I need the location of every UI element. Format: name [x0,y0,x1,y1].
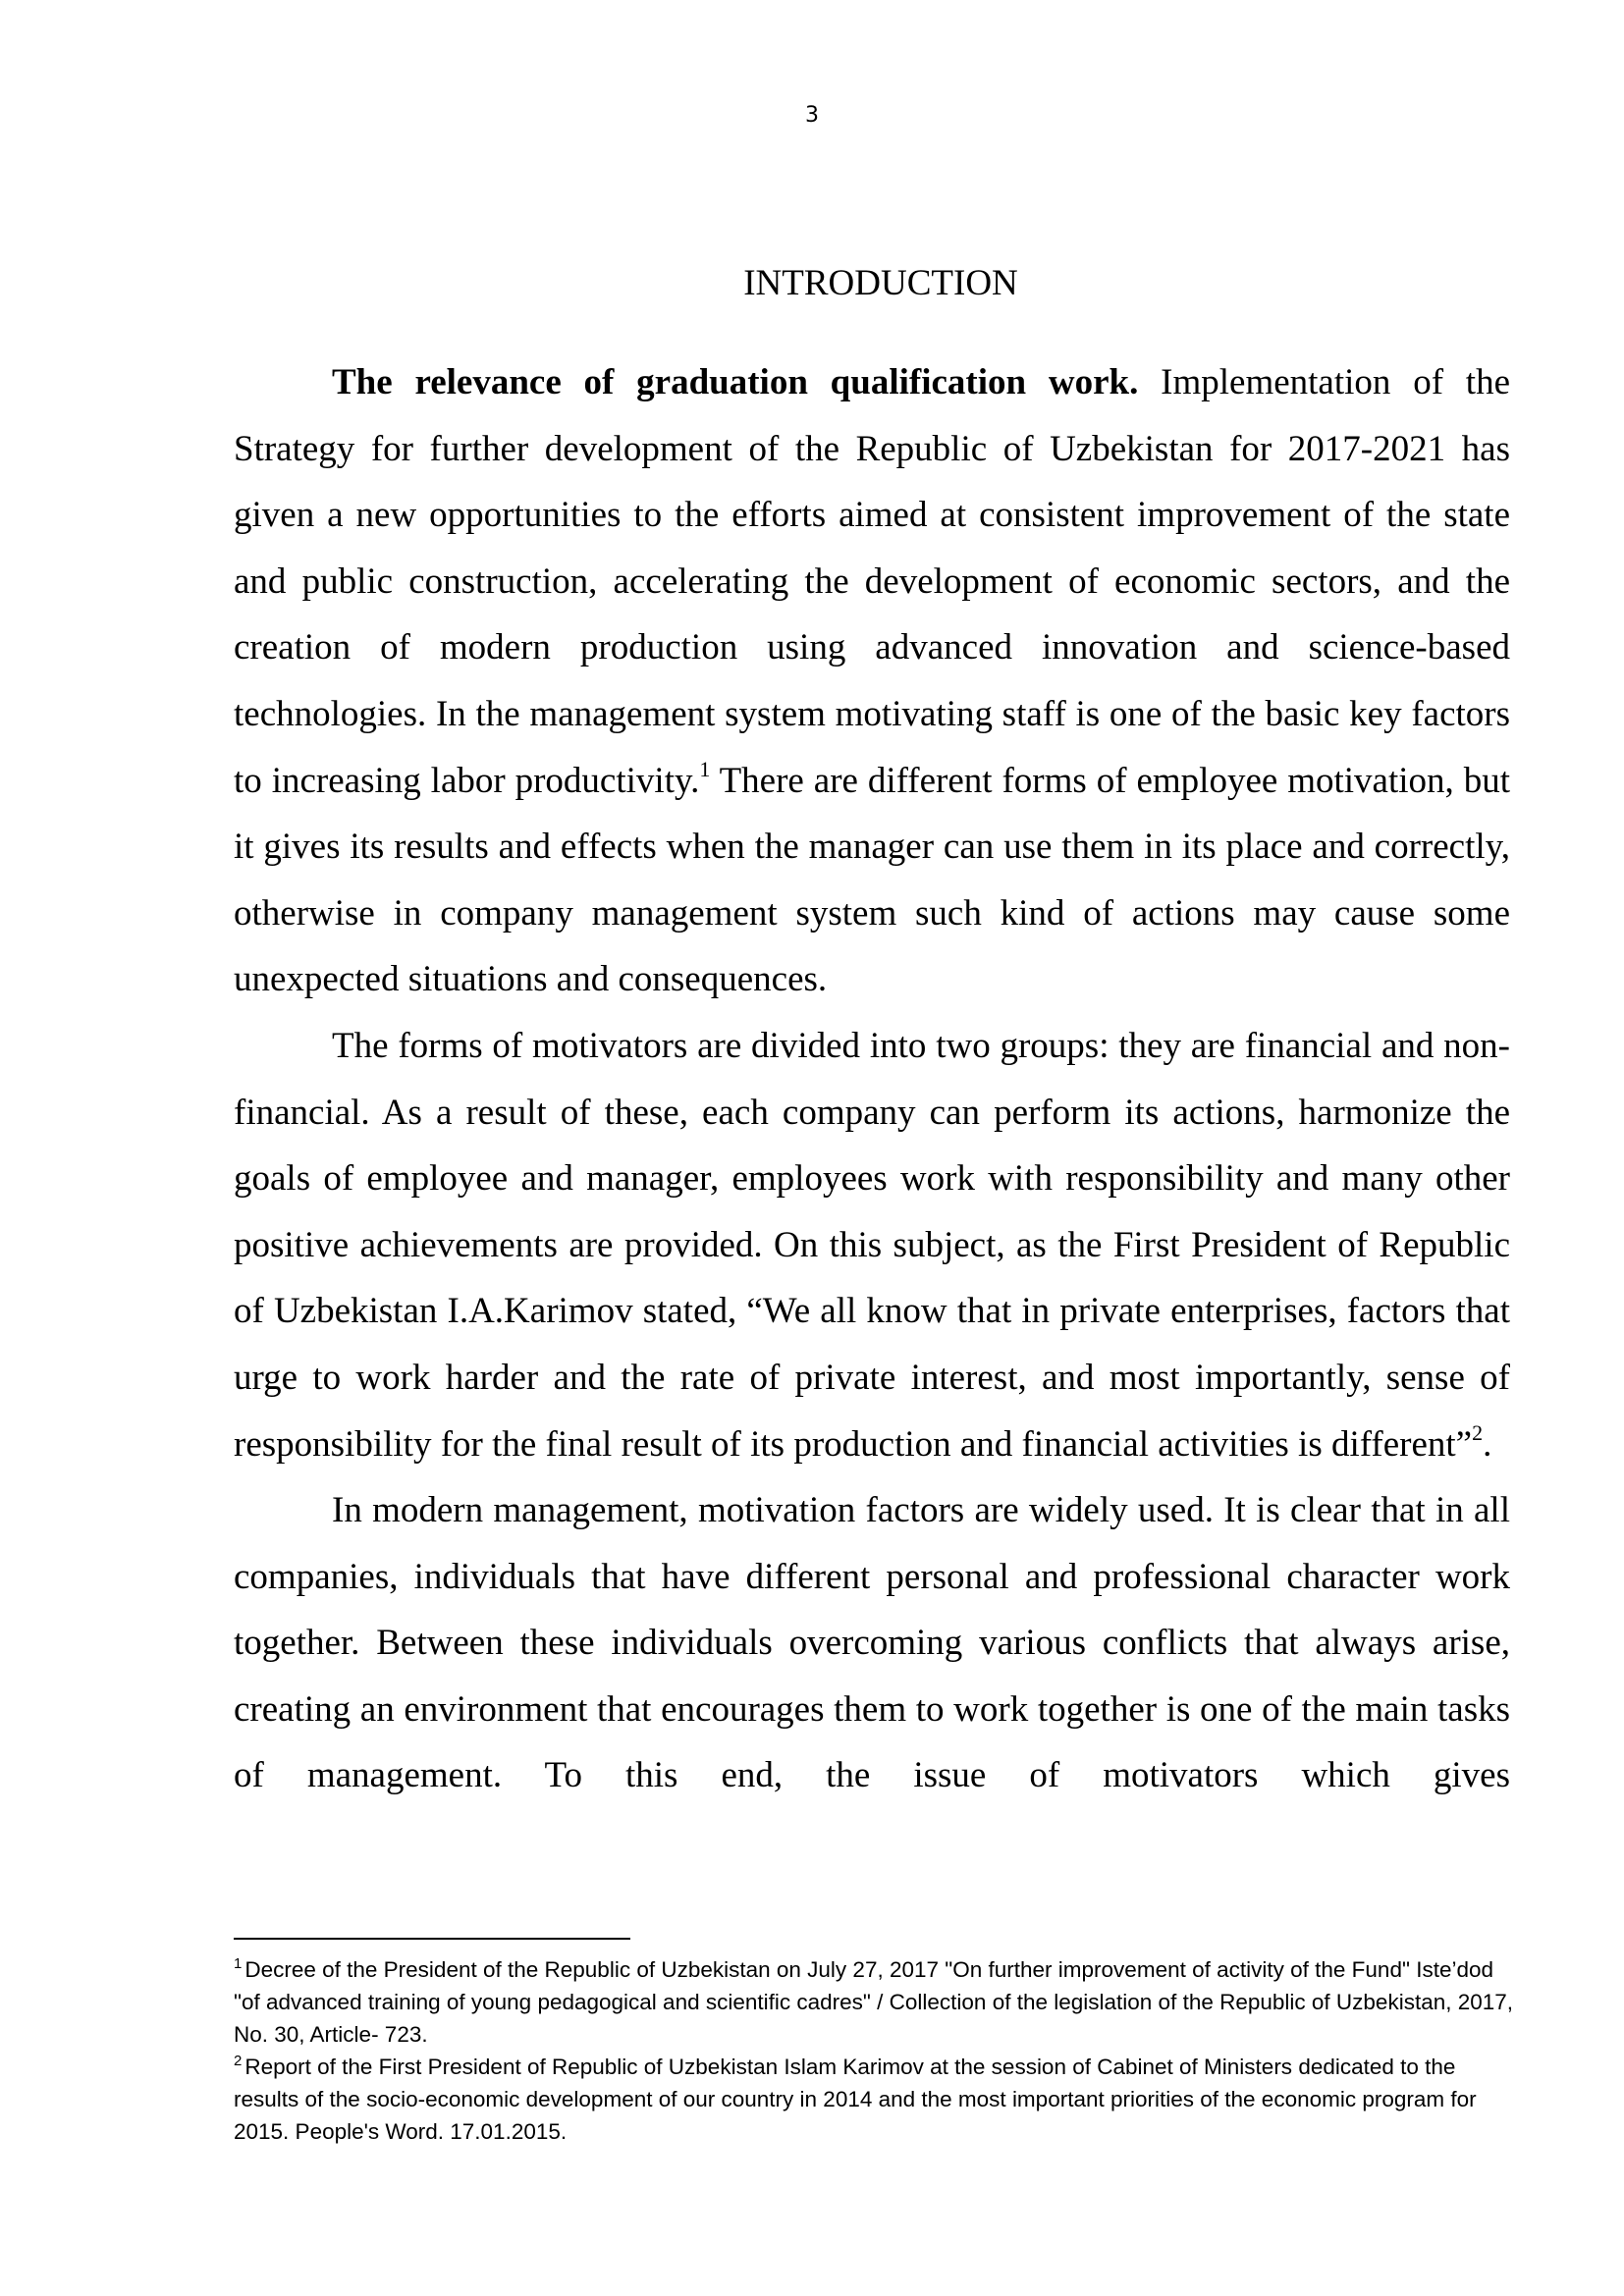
paragraph-bold-lead: The relevance of graduation qualification work. [332,362,1139,402]
footnote-item [234,1953,1520,2051]
paragraph-text: In modern management, motivation factors are widely used. It is clear that in all companies, individuals that have different personal and professional character work together. Between these individuals overcoming various conflicts that always arise, creating an environment that encourages them to work together is one of the main tasks of management. To this end, the issue of motivators which gives [234,1490,1510,1796]
paragraph-relevance [234,349,1510,1013]
paragraph-motivator-forms [234,1013,1510,1477]
footnote-reference[interactable]: 2 [1472,1419,1484,1445]
footnote-item [234,2051,1520,2148]
body-text [234,349,1510,1809]
paragraph-text: The forms of motivators are divided into two groups: they are financial and non-financial. As a result of these, each company can perform its actions, harmonize the goals of employee and manager, employees work with responsibility and many other positive achievements are provided. On this subject, as the First President of Republic of Uzbekistan I.A.Karimov stated, “We all know that in private enterprises, factors that urge to work harder and the rate of private interest, and most importantly, sense of responsibility for the final result of its production and financial activities is different” [234,1025,1510,1465]
footnote-text: Report of the First President of Republic of Uzbekistan Islam Karimov at the session of Cabinet of Ministers dedicated to the results of the socio-economic development of our country in 2014 and the most important priorities of the economic program for 2015. People's Word. 17.01.2015. [234,2055,1477,2144]
page-number: 3 [805,103,819,128]
footnote-separator [234,1938,630,1940]
paragraph-modern-management [234,1477,1510,1809]
footnote-reference[interactable]: 1 [699,756,711,781]
footnotes [234,1953,1520,2148]
footnote-text: Decree of the President of the Republic of Uzbekistan on July 27, 2017 "On further improvement of activity of the Fund" Iste’dod "of advanced training of young pedagogical and scientific cadres" / Collection of the legislation of the Republic of Uzbekistan, 2017, No. 30, Article- 723. [234,1957,1514,2047]
paragraph-text: There are different forms of employee motivation, but it gives its results and effects when the manager can use them in its place and correctly, otherwise in company management system such kind of actions may cause some unexpected situations and consequences. [234,760,1510,1000]
footnote-number: 1 [234,1955,243,1972]
paragraph-text: Implementation of the Strategy for further development of the Republic of Uzbekistan for 2017-2021 has given a new opportunities to the efforts aimed at consistent improvement of the state and public construction, accelerating the development of economic sectors, and the creation of modern production using advanced innovation and science-based technologies. In the management system motivating staff is one of the basic key factors to increasing labor productivity. [234,362,1510,801]
section-heading: INTRODUCTION [743,263,1018,303]
paragraph-text: . [1483,1423,1492,1465]
footnote-number: 2 [234,2053,243,2069]
